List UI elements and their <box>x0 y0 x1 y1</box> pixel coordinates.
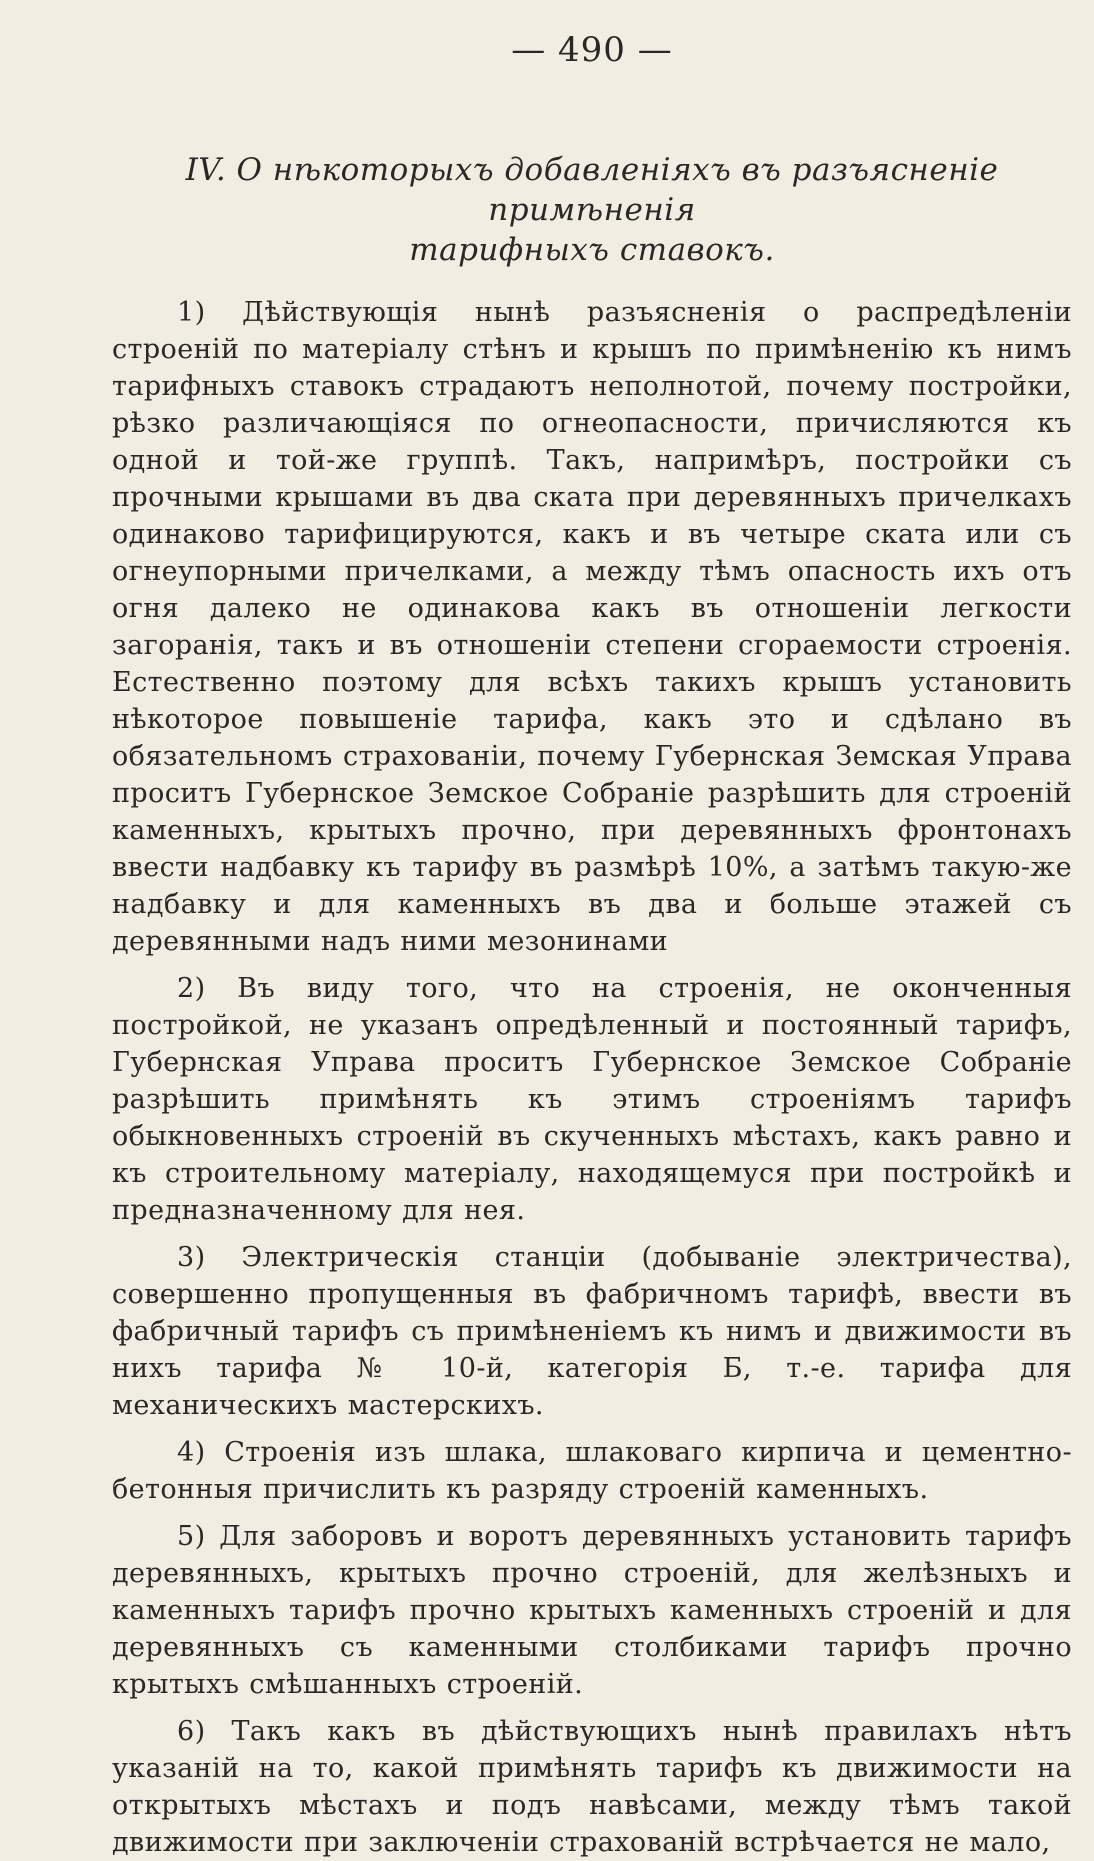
paragraph-6: 6) Такъ какъ въ дѣйствующихъ нынѣ правилахъ нѣтъ указаній на то, какой примѣнять тарифъ къ движимости на открытыхъ мѣстахъ и подъ навѣсами, между тѣмъ такой движимости при заключеніи страхованій встрѣчается не мало, <box>112 1716 1072 1858</box>
paragraph-2: 2) Въ виду того, что на строенія, не оконченныя постройкой, не указанъ опредѣленный и постоянный тарифъ, Губернская Управа проситъ Губернское Земское Собраніе разрѣшить примѣнять къ этимъ строеніямъ тарифъ обыкновенныхъ строеній въ скученныхъ мѣстахъ, какъ равно и къ строительному матеріалу, находящемуся при постройкѣ и предназначенному для нея. <box>112 973 1072 1226</box>
paragraph-1: 1) Дѣйствующія нынѣ разъясненія о распредѣленіи строеній по матеріалу стѣнъ и крышъ по примѣненію къ нимъ тарифныхъ ставокъ страдаютъ неполнотой, почему постройки, рѣзко различающіяся по огнеопасности, причисляются къ одной и той-же группѣ. Такъ, напримѣръ, постройки съ прочными крышами въ два ската при деревянныхъ причелкахъ одинаково тарифицируются, какъ и въ четыре ската или съ огнеупорными причелками, а между тѣмъ опасность ихъ отъ огня далеко не одинакова какъ въ отношеніи легкости загоранія, такъ и въ отношеніи степени сгораемости строенія. Естественно поэтому для всѣхъ такихъ крышъ установить нѣкоторое повышеніе тарифа, какъ это и сдѣлано въ обязательномъ страхованіи, почему Губернская Земская Управа проситъ Губернское Земское Собраніе разрѣшить для строеній каменныхъ, крытыхъ прочно, при деревянныхъ фронтонахъ ввести надбавку къ тарифу въ размѣрѣ 10%, а затѣмъ такую-же надбавку и для каменныхъ въ два и больше этажей съ деревянными надъ ними мезонинами <box>112 297 1072 957</box>
section-heading <box>112 150 1072 270</box>
page-number: — 490 — <box>511 30 673 70</box>
section-heading-line-1: IV. О нѣкоторыхъ добавленіяхъ въ разъясненіе примѣненія <box>185 152 999 228</box>
paragraph-3: 3) Электрическія станціи (добываніе электричества), совершенно пропущенныя въ фабричномъ тарифѣ, ввести въ фабричный тарифъ съ примѣненіемъ къ нимъ и движимости въ нихъ тарифа № 10-й, категорія Б, т.-е. тарифа для механическихъ мастерскихъ. <box>112 1242 1072 1421</box>
paragraph-5: 5) Для заборовъ и воротъ деревянныхъ установить тарифъ деревянныхъ, крытыхъ прочно строеній, для желѣзныхъ и каменныхъ тарифъ прочно крытыхъ каменныхъ строеній и для деревянныхъ съ каменными столбиками тарифъ прочно крытыхъ смѣшанныхъ строеній. <box>112 1521 1072 1700</box>
section-heading-line-2: тарифныхъ ставокъ. <box>409 232 775 268</box>
paragraph-4: 4) Строенія изъ шлака, шлаковаго кирпича и цементно-бетонныя причислить къ разряду строеній каменныхъ. <box>112 1437 1072 1505</box>
